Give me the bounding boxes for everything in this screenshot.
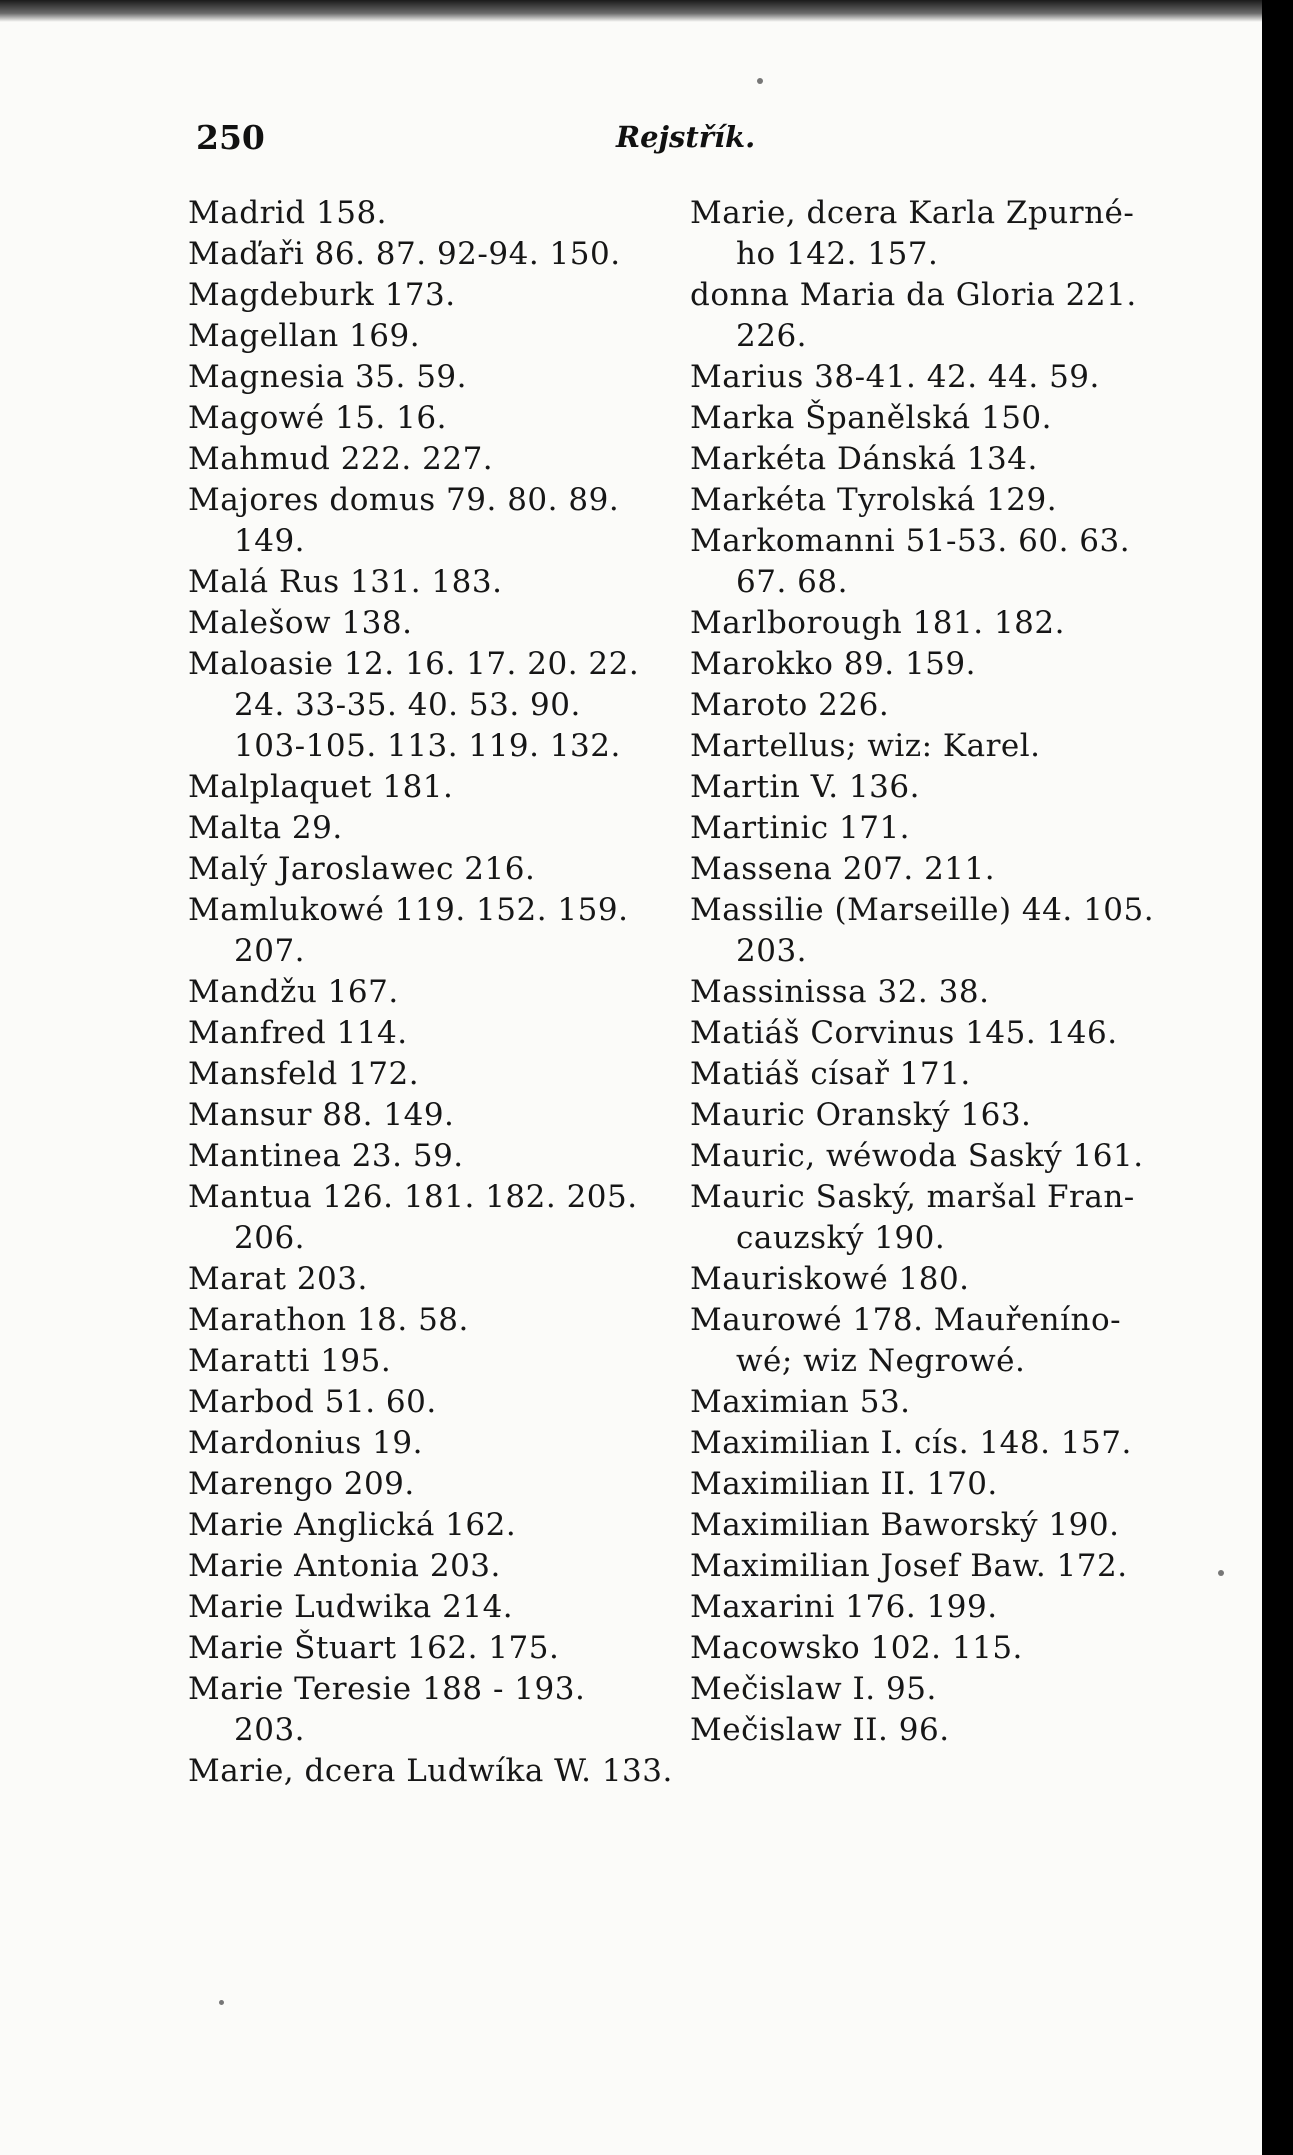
index-entry: Maximilian Baworský 190. <box>690 1507 1120 1543</box>
index-entry: Maximilian I. cís. 148. 157. <box>690 1425 1132 1461</box>
index-entry: Maurowé 178. Mauřenínо- <box>690 1302 1122 1338</box>
index-entry: 207. <box>234 933 306 969</box>
index-entry: Mauric Oranský 163. <box>690 1097 1032 1133</box>
index-entry: Marie Anglická 162. <box>188 1507 517 1543</box>
index-entry: Matiáš císař 171. <box>690 1056 971 1092</box>
index-entry: Maloasie 12. 16. 17. 20. 22. <box>188 646 640 682</box>
index-entry: Malta 29. <box>188 810 343 846</box>
index-entry: Marat 203. <box>188 1261 368 1297</box>
index-entry: Marathon 18. 58. <box>188 1302 469 1338</box>
index-entry: Markéta Tyrolská 129. <box>690 482 1058 518</box>
index-entry: Maxarini 176. 199. <box>690 1589 998 1625</box>
index-entry: Magdeburk 173. <box>188 277 456 313</box>
index-entry: Marie Antonia 203. <box>188 1548 501 1584</box>
index-entry: 24. 33-35. 40. 53. 90. <box>234 687 581 723</box>
running-head: Rejstřík. <box>616 120 756 154</box>
index-entry: wé; wiz Negrowé. <box>736 1343 1026 1379</box>
index-entry: Marie Ludwika 214. <box>188 1589 514 1625</box>
paper-speck <box>219 2000 224 2005</box>
index-entry: 103-105. 113. 119. 132. <box>234 728 621 764</box>
index-entry: Marka Španělská 150. <box>690 400 1053 436</box>
index-entry: Macowsko 102. 115. <box>690 1630 1023 1666</box>
index-entry: Maximian 53. <box>690 1384 911 1420</box>
index-entry: Marius 38-41. 42. 44. 59. <box>690 359 1100 395</box>
index-entry: Mahmud 222. 227. <box>188 441 494 477</box>
paper-speck <box>1218 1570 1224 1576</box>
index-entry: Marlborough 181. 182. <box>690 605 1065 641</box>
index-entry: 67. 68. <box>736 564 848 600</box>
index-entry: Mauric Saský, maršal Fran- <box>690 1179 1135 1215</box>
index-entry: Marbod 51. 60. <box>188 1384 437 1420</box>
index-entry: Maximilian II. 170. <box>690 1466 998 1502</box>
index-entry: Mansfeld 172. <box>188 1056 420 1092</box>
index-entry: Maximilian Josef Baw. 172. <box>690 1548 1128 1584</box>
index-entry: Martellus; wiz: Karel. <box>690 728 1041 764</box>
index-entry: Marie, dcera Ludwíka W. 133. <box>188 1753 673 1789</box>
index-entry: Mečislaw I. 95. <box>690 1671 937 1707</box>
index-entry: 226. <box>736 318 808 354</box>
index-entry: Mamlukowé 119. 152. 159. <box>188 892 629 928</box>
index-entry: Magellan 169. <box>188 318 421 354</box>
index-entry: donna Maria da Gloria 221. <box>690 277 1137 313</box>
index-entry: Majores domus 79. 80. 89. <box>188 482 620 518</box>
index-entry: Marie Teresie 188 - 193. <box>188 1671 586 1707</box>
index-entry: Magnesia 35. 59. <box>188 359 467 395</box>
index-column-right <box>690 193 1168 1751</box>
index-entry: Maroto 226. <box>690 687 890 723</box>
index-entry: Marengo 209. <box>188 1466 415 1502</box>
index-entry: Martin V. 136. <box>690 769 920 805</box>
paper-speck <box>757 78 763 84</box>
page-header <box>196 118 1112 158</box>
index-entry: Markomanni 51-53. 60. 63. <box>690 523 1131 559</box>
index-entry: Magowé 15. 16. <box>188 400 447 436</box>
index-entry: Mantua 126. 181. 182. 205. <box>188 1179 638 1215</box>
index-entry: Matiáš Corvinus 145. 146. <box>690 1015 1118 1051</box>
index-entry: 206. <box>234 1220 306 1256</box>
index-entry: Marokko 89. 159. <box>690 646 976 682</box>
index-entry: Mantinea 23. 59. <box>188 1138 464 1174</box>
index-entry: Mečislaw II. 96. <box>690 1712 950 1748</box>
index-entry: cauzský 190. <box>736 1220 946 1256</box>
index-entry: 149. <box>234 523 306 559</box>
index-entry: Maratti 195. <box>188 1343 392 1379</box>
index-entry: Manfred 114. <box>188 1015 408 1051</box>
index-entry: ho 142. 157. <box>736 236 939 272</box>
index-entry: Mauriskowé 180. <box>690 1261 970 1297</box>
index-entry: 203. <box>234 1712 306 1748</box>
index-entry: Marie, dcera Karla Zpurné- <box>690 195 1135 231</box>
index-entry: Malý Jaroslawec 216. <box>188 851 536 887</box>
index-entry: Mauric, wéwoda Saský 161. <box>690 1138 1144 1174</box>
index-entry: Mansur 88. 149. <box>188 1097 455 1133</box>
index-entry: Maďaři 86. 87. 92-94. 150. <box>188 236 621 272</box>
index-entry: Massena 207. 211. <box>690 851 996 887</box>
page-number: 250 <box>196 118 265 157</box>
index-entry: Madrid 158. <box>188 195 388 231</box>
page-top-edge <box>0 0 1262 22</box>
index-entry: 203. <box>736 933 808 969</box>
index-entry: Markéta Dánská 134. <box>690 441 1038 477</box>
index-entry: Malplaquet 181. <box>188 769 454 805</box>
index-entry: Malešow 138. <box>188 605 413 641</box>
index-entry: Marie Štuart 162. 175. <box>188 1630 560 1666</box>
index-entry: Massinissa 32. 38. <box>690 974 990 1010</box>
index-entry: Malá Rus 131. 183. <box>188 564 503 600</box>
index-column-left <box>188 193 673 1792</box>
index-entry: Mardonius 19. <box>188 1425 423 1461</box>
index-entry: Mandžu 167. <box>188 974 399 1010</box>
index-entry: Massilie (Marseille) 44. 105. <box>690 892 1155 928</box>
index-entry: Martinic 171. <box>690 810 911 846</box>
